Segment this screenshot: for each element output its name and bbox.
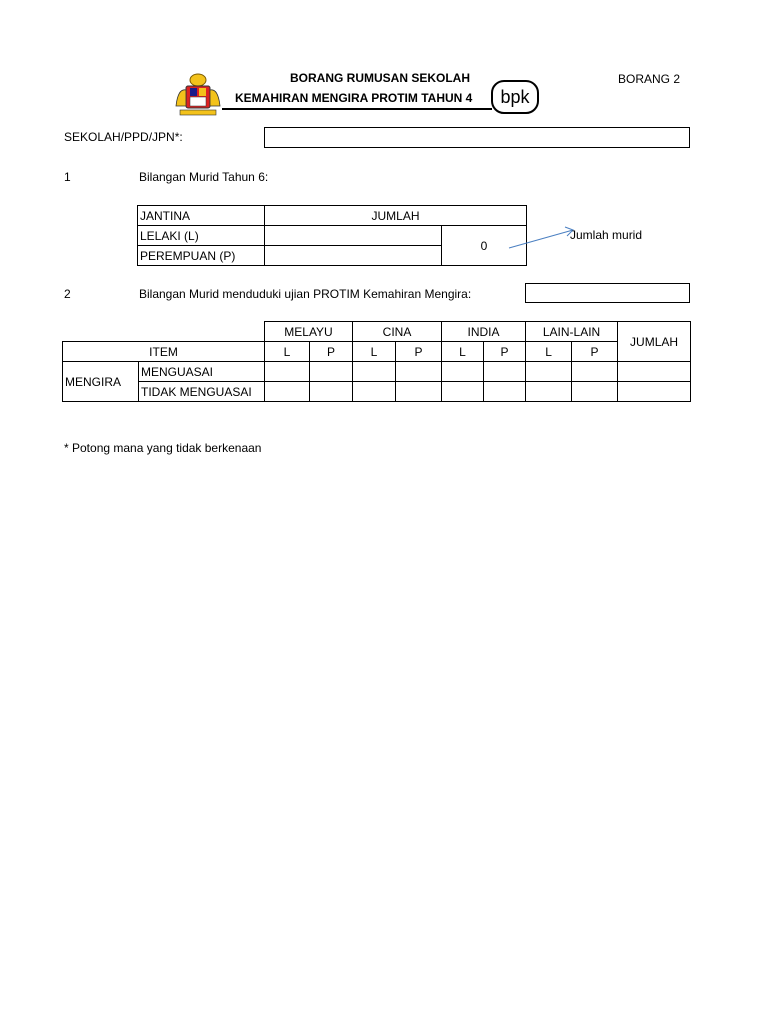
footnote: * Potong mana yang tidak berkenaan <box>64 441 262 455</box>
gender-table <box>137 205 527 266</box>
form-title-line2: KEMAHIRAN MENGIRA PROTIM TAHUN 4 <box>235 91 473 105</box>
data-cell[interactable] <box>618 382 691 402</box>
sub-l: L <box>442 342 484 362</box>
annotation-jumlah-murid: Jumlah murid <box>570 228 643 242</box>
female-count-cell[interactable] <box>265 246 442 266</box>
bpk-logo-text: bpk <box>500 87 530 107</box>
data-cell[interactable] <box>396 362 442 382</box>
title-underline <box>222 108 492 110</box>
data-cell[interactable] <box>442 382 484 402</box>
school-label: SEKOLAH/PPD/JPN*: <box>64 130 183 144</box>
data-cell[interactable] <box>310 362 353 382</box>
data-cell[interactable] <box>572 362 618 382</box>
data-cell[interactable] <box>265 362 310 382</box>
sub-p: P <box>572 342 618 362</box>
data-cell[interactable] <box>618 362 691 382</box>
data-cell[interactable] <box>484 382 526 402</box>
header-item: ITEM <box>63 342 265 362</box>
form-code: BORANG 2 <box>618 72 681 86</box>
table-row <box>63 362 691 382</box>
gender-total-cell: 0 <box>442 226 527 266</box>
section1-number: 1 <box>64 170 71 184</box>
section1-label: Bilangan Murid Tahun 6: <box>139 170 269 184</box>
coat-of-arms-emblem <box>172 70 224 118</box>
data-cell[interactable] <box>310 382 353 402</box>
bpk-logo <box>490 78 542 118</box>
row-label-menguasai: MENGUASAI <box>139 362 265 382</box>
group-melayu: MELAYU <box>265 322 353 342</box>
data-cell[interactable] <box>526 362 572 382</box>
data-cell[interactable] <box>353 382 396 402</box>
sub-l: L <box>526 342 572 362</box>
header-jantina: JANTINA <box>138 206 265 226</box>
header-total: JUMLAH <box>618 322 691 362</box>
sub-p: P <box>396 342 442 362</box>
form-title-line1: BORANG RUMUSAN SEKOLAH <box>290 71 470 85</box>
data-cell[interactable] <box>526 382 572 402</box>
data-cell[interactable] <box>353 362 396 382</box>
row-group-mengira: MENGIRA <box>63 362 139 402</box>
sub-p: P <box>310 342 353 362</box>
row-male-label: LELAKI (L) <box>138 226 265 246</box>
section2-label: Bilangan Murid menduduki ujian PROTIM Kemahiran Mengira: <box>139 287 472 301</box>
section2-input[interactable] <box>525 283 690 303</box>
results-table <box>62 321 691 402</box>
school-input[interactable] <box>264 127 690 148</box>
group-india: INDIA <box>442 322 526 342</box>
row-label-tidak-menguasai: TIDAK MENGUASAI <box>139 382 265 402</box>
male-count-cell[interactable] <box>265 226 442 246</box>
sub-l: L <box>353 342 396 362</box>
data-cell[interactable] <box>484 362 526 382</box>
blank-corner <box>63 322 265 342</box>
annotation-arrow <box>505 224 580 252</box>
sub-l: L <box>265 342 310 362</box>
table-row <box>63 382 691 402</box>
group-lain-lain: LAIN-LAIN <box>526 322 618 342</box>
data-cell[interactable] <box>442 362 484 382</box>
header-jumlah: JUMLAH <box>265 206 527 226</box>
row-female-label: PEREMPUAN (P) <box>138 246 265 266</box>
section2-number: 2 <box>64 287 71 301</box>
group-cina: CINA <box>353 322 442 342</box>
data-cell[interactable] <box>396 382 442 402</box>
data-cell[interactable] <box>572 382 618 402</box>
sub-p: P <box>484 342 526 362</box>
data-cell[interactable] <box>265 382 310 402</box>
